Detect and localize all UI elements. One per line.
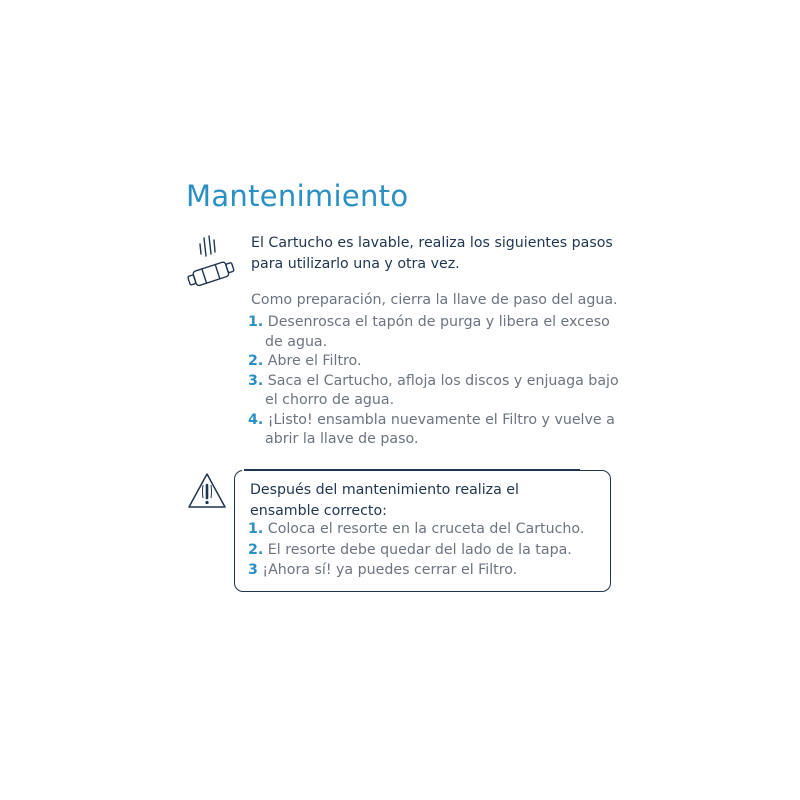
step-number: 3 [248, 562, 258, 578]
step-number: 2. [248, 353, 264, 369]
list-item [248, 540, 608, 561]
assembly-steps [248, 519, 608, 581]
step-text: Saca el Cartucho, afloja los discos y enjuaga bajo el chorro de agua. [265, 372, 619, 408]
maintenance-steps [248, 313, 628, 450]
step-number: 4. [248, 411, 264, 428]
preparation-text: Como preparación, cierra la llave de paso del agua. [251, 292, 618, 308]
step-text: ¡Ahora sí! ya puedes cerrar el Filtro. [262, 562, 518, 578]
list-item [248, 519, 608, 540]
box-border-line [244, 469, 580, 471]
list-item [248, 560, 608, 581]
list-item [248, 313, 628, 352]
list-item [248, 352, 628, 372]
intro-text: El Cartucho es lavable, realiza los siguientes pasos para utilizarlo una y otra vez. [251, 235, 613, 272]
warning-heading: Después del mantenimiento realiza el ensamble correcto: [250, 482, 519, 519]
step-text: El resorte debe quedar del lado de la tapa. [267, 541, 572, 558]
step-text: ¡Listo! ensambla nuevamente el Filtro y vuelve a abrir la llave de paso. [265, 411, 615, 447]
warning-triangle-icon [186, 471, 228, 511]
step-number: 1. [248, 314, 264, 330]
step-number: 1. [248, 521, 264, 537]
list-item [248, 411, 628, 450]
step-text: Abre el Filtro. [267, 353, 362, 369]
step-text: Coloca el resorte en la cruceta del Cartucho. [267, 521, 585, 537]
cartridge-wash-icon [184, 234, 240, 294]
page-title: Mantenimiento [186, 179, 409, 213]
list-item [248, 372, 628, 411]
step-text: Desenrosca el tapón de purga y libera el exceso de agua. [265, 314, 610, 350]
step-number: 2. [248, 541, 264, 558]
step-number: 3. [248, 372, 264, 389]
